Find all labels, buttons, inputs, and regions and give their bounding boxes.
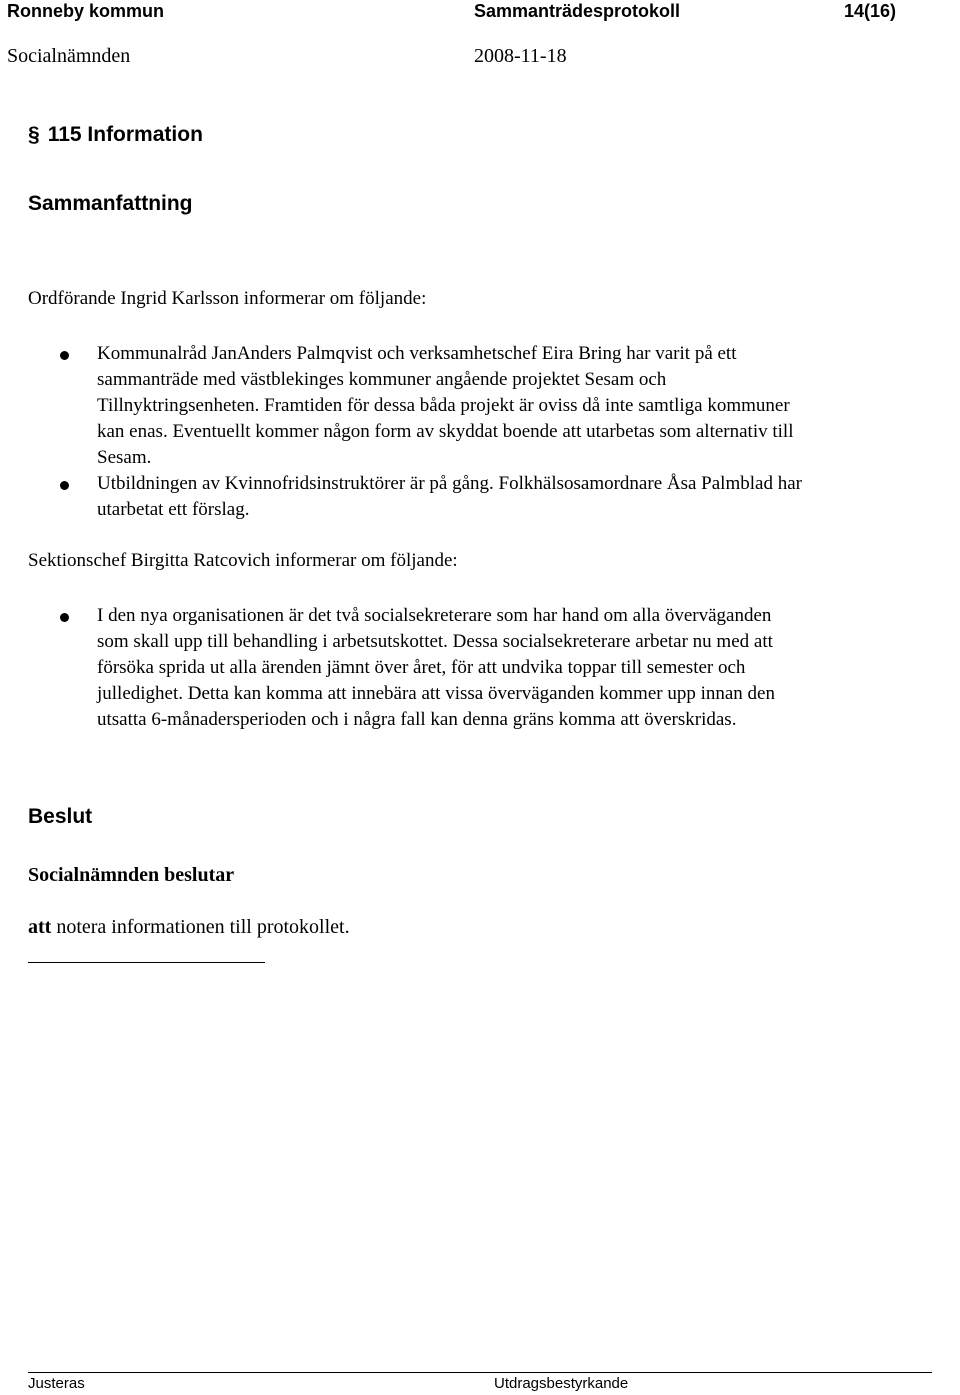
paragraph-title: 115 Information: [47, 123, 203, 146]
list-item-line: utsatta 6-månadersperioden och i några fall kan denna gräns komma att överskridas.: [97, 709, 737, 730]
list-item: [0, 603, 937, 733]
summary-heading: Sammanfattning: [28, 192, 193, 215]
list-item-line: utarbetat ett förslag.: [97, 499, 250, 520]
list-item-line: julledighet. Detta kan komma att innebära att vissa överväganden kommer upp innan den: [97, 683, 775, 704]
decision-heading: Beslut: [28, 805, 93, 828]
bullet-icon: [60, 481, 69, 490]
header-document-type: Sammanträdesprotokoll: [474, 1, 681, 21]
decision-text: [28, 914, 350, 940]
decision-subheading: Socialnämnden beslutar: [28, 864, 235, 886]
list-item-line: sammanträde med västblekinges kommuner angående projektet Sesam och: [97, 369, 667, 390]
footer-justeras: Justeras: [28, 1375, 85, 1392]
list-item: [0, 341, 937, 471]
list-item-line: som skall upp till behandling i arbetsutskottet. Dessa socialsekreterare arbetar nu med att: [97, 631, 773, 652]
list-item-line: Utbildningen av Kvinnofridsinstruktörer är på gång. Folkhälsosamordnare Åsa Palmblad har: [97, 473, 802, 494]
intro-section-chief: Sektionschef Birgitta Ratcovich informerar om följande:: [28, 550, 458, 571]
list-item: [0, 471, 937, 523]
list-item-line: försöka sprida ut alla ärenden jämnt över året, för att undvika toppar till semester och: [97, 657, 746, 678]
decision-body: notera informationen till protokollet.: [51, 916, 350, 938]
list-item-line: Sesam.: [97, 447, 152, 468]
intro-chair: Ordförande Ingrid Karlsson informerar om följande:: [28, 288, 427, 309]
header-committee: Socialnämnden: [7, 45, 131, 67]
paragraph-heading: [28, 122, 203, 148]
list-item-line: Tillnyktringsenheten. Framtiden för dessa båda projekt är oviss då inte samtliga kommuner: [97, 395, 790, 416]
footer-utdragsbestyrkande: Utdragsbestyrkande: [494, 1375, 629, 1392]
list-item-line: kan enas. Eventuellt kommer någon form av skyddat boende att utarbetas som alternativ till: [97, 421, 794, 442]
footer-divider: [28, 1372, 932, 1373]
bullet-icon: [60, 351, 69, 360]
divider: [28, 962, 265, 963]
bullet-list-chair: [0, 341, 960, 523]
header-page-number: 14(16): [844, 1, 897, 21]
header-organization: Ronneby kommun: [7, 1, 165, 21]
header-date: 2008-11-18: [474, 45, 567, 67]
list-item-line: I den nya organisationen är det två socialsekreterare som har hand om alla överväganden: [97, 605, 772, 626]
decision-lead: att: [28, 916, 52, 938]
list-item-line: Kommunalråd JanAnders Palmqvist och verksamhetschef Eira Bring har varit på ett: [97, 343, 737, 364]
section-symbol: §: [28, 123, 40, 146]
bullet-icon: [60, 613, 69, 622]
bullet-list-section-chief: [0, 603, 960, 733]
